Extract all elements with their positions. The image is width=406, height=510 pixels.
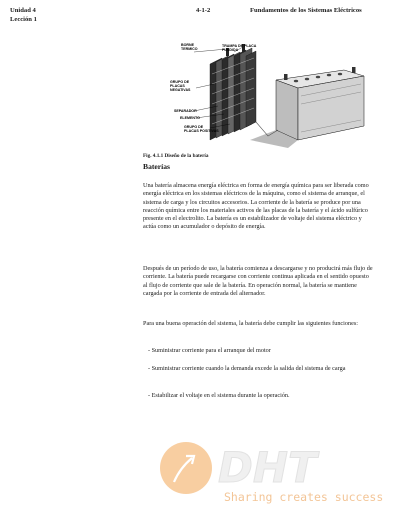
paragraph-2: Después de un período de uso, la batería comienza a descargarse y no producirá más flujo de corriente. La batería puede recargarse con corriente continua aplicada en el sentido opuesto al flujo de corriente que sale de la batería. En operación normal, la batería se mantiene cargada por la corriente de entrada del alternador.	[143, 265, 373, 297]
battery-illustration	[170, 44, 370, 152]
label-terminal	[181, 43, 198, 51]
label-separator: SEPARADOR	[174, 109, 197, 113]
label-element: ELEMENTO	[180, 116, 200, 120]
bullet-item-1: - Suministrar corriente para el arranque del motor	[148, 347, 271, 354]
label-positive-plates	[184, 125, 219, 133]
bullet-item-2: - Suministrar corriente cuando la demanda excede la salida del sistema de carga	[148, 365, 346, 372]
bullet-item-3: - Estabilizar el voltaje en el sistema durante la operación.	[148, 392, 290, 399]
label-positive-plates-text: GRUPO DE PLACAS POSITIVAS	[184, 125, 219, 134]
paragraph-1: Una batería almacena energía eléctrica en forma de energía química para ser liberada como energía eléctrica en los sistemas eléctricos de la máquina, como el sistema de arranque, el sistema de carga y los circuitos accesorios. La corriente de la batería se produce por una reacción química entre los materiales activos de las placas de la batería y el ácido sulfúrico presente en el electrolito. La batería es un estabilizador de voltaje del sistema eléctrico y actúa como un acumulador o depósito de energía.	[143, 182, 369, 231]
label-negative-plates-text: GRUPO DE PLACAS NEGATIVAS	[170, 80, 191, 93]
battery-diagram	[170, 44, 370, 152]
label-plate-frame	[222, 44, 256, 52]
header-unit: Unidad 4	[10, 7, 36, 14]
label-terminal-text: BORNE TERMICO	[181, 43, 198, 52]
watermark-tagline: Sharing creates success	[224, 490, 384, 504]
label-negative-plates	[170, 80, 190, 93]
paragraph-3: Para una buena operación del sistema, la batería debe cumplir las siguientes funciones:	[143, 320, 358, 327]
figure-caption: Fig. 4.1.1 Diseño de la batería	[143, 153, 209, 159]
header-unit-lesson	[10, 7, 37, 24]
header-page-number: 4-1-2	[196, 7, 211, 14]
section-title: Baterías	[143, 162, 170, 171]
label-plate-frame-text: TRAMPA DE PLACA FUNDIDA	[222, 44, 257, 53]
header-lesson: Lección 1	[10, 15, 37, 23]
header-section: Fundamentos de los Sistemas Eléctricos	[250, 7, 362, 14]
watermark-logo-graphic	[156, 438, 386, 498]
watermark-logo-text: DHT	[218, 443, 317, 492]
